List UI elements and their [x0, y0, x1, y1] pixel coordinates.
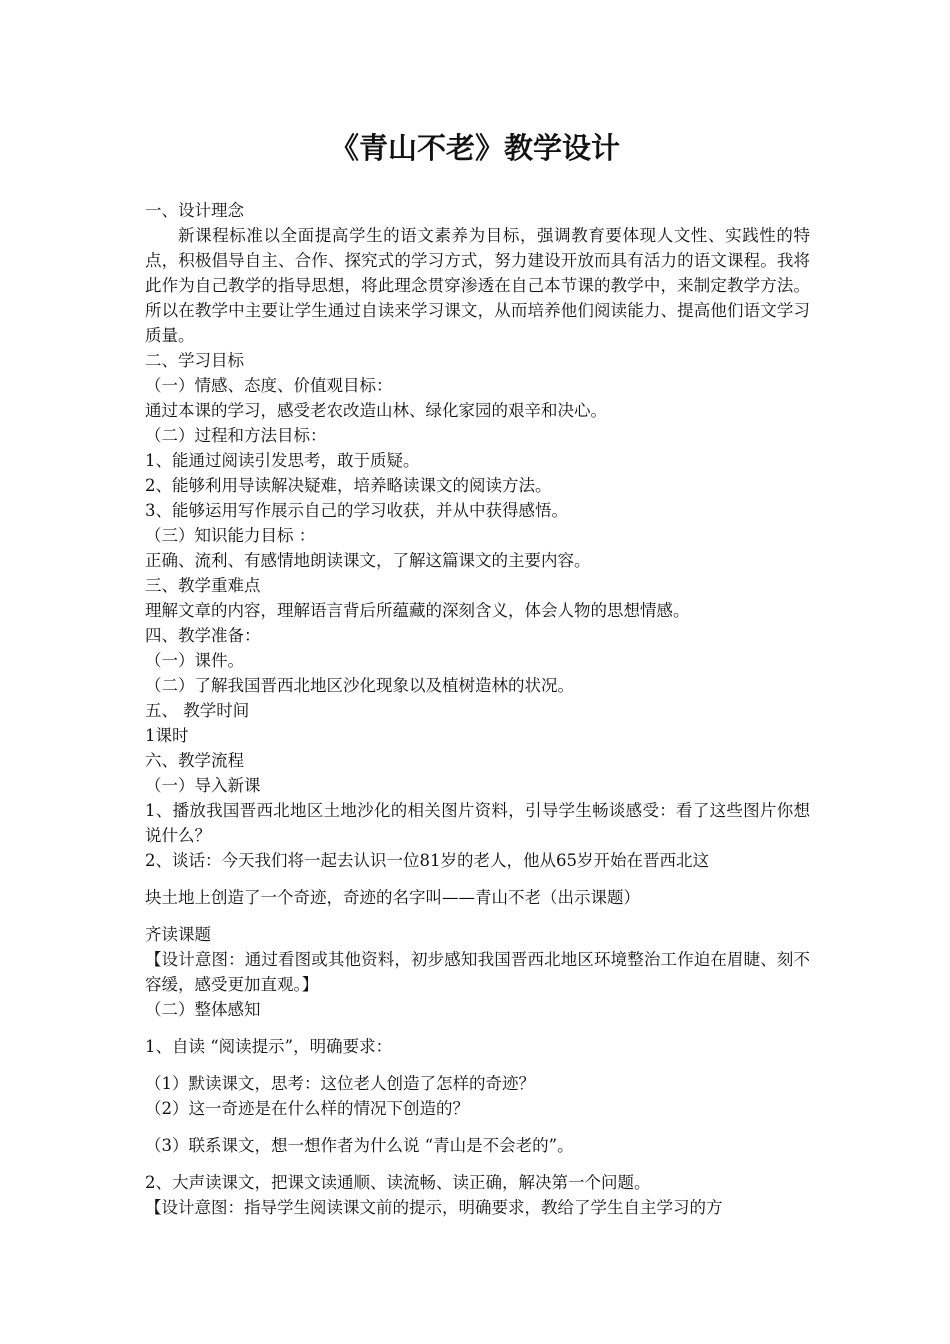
teaching-time-text: 1课时	[145, 726, 189, 745]
introduction-item: 2、谈话：今天我们将一起去认识一位81岁的老人，他从65岁开始在晋西北这	[145, 851, 709, 870]
section-heading-preparation: 四、教学准备：	[145, 626, 261, 645]
perception-item: 2、大声读课文，把课文读通顺、读流畅、读正确，解决第一个问题。	[145, 1173, 651, 1192]
section-heading-design-concept: 一、设计理念	[145, 201, 244, 220]
key-points-text: 理解文章的内容，理解语言背后所蕴藏的深刻含义，体会人物的思想情感。	[145, 601, 690, 620]
perception-question: （1）默读课文，思考：这位老人创造了怎样的奇迹？	[145, 1074, 535, 1093]
process-goal-item: 1、能通过阅读引发思考，敢于质疑。	[145, 451, 420, 470]
document-title: 《青山不老》教学设计	[329, 131, 620, 165]
subheading-overall-perception: （二）整体感知	[145, 1000, 261, 1019]
subheading-introduction: （一）导入新课	[145, 776, 261, 795]
section-heading-teaching-process: 六、教学流程	[145, 751, 244, 770]
perception-item: 1、自读 “阅读提示”，明确要求：	[145, 1037, 393, 1056]
design-intent-note: 【设计意图：通过看图或其他资料，初步感知我国晋西北地区环境整治工作迫在眉睫、刻不容缓，感受更加直观。】	[145, 950, 810, 994]
introduction-item-continued: 块土地上创造了一个奇迹，奇迹的名字叫——青山不老（出示课题）	[145, 888, 640, 907]
knowledge-goals-text: 正确、流利、有感情地朗读课文，了解这篇课文的主要内容。	[145, 551, 591, 570]
process-goal-item: 3、能够运用写作展示自己的学习收获，并从中获得感悟。	[145, 501, 568, 520]
subheading-emotion-goals: （一）情感、态度、价值观目标：	[145, 376, 393, 395]
preparation-item: （二）了解我国晋西北地区沙化现象以及植树造林的状况。	[145, 676, 574, 695]
introduction-item: 1、播放我国晋西北地区土地沙化的相关图片资料，引导学生畅谈感受：看了这些图片你想说什么？	[145, 801, 810, 845]
section-heading-teaching-time: 五、 教学时间	[145, 701, 250, 720]
perception-question: （3）联系课文，想一想作者为什么说 “青山是不会老的”。	[145, 1136, 574, 1155]
document-body	[145, 198, 810, 1220]
subheading-knowledge-goals: （三）知识能力目标 ：	[145, 526, 316, 545]
design-concept-paragraph: 新课程标准以全面提高学生的语文素养为目标，强调教育要体现人文性、实践性的特点，积极倡导自主、合作、探究式的学习方式，努力建设开放而具有活力的语文课程。我将此作为自己教学的指导思想，将此理念贯穿渗透在自己本节课的教学中，来制定教学方法。所以在教学中主要让学生通过自读来学习课文，从而培养他们阅读能力、提高他们语文学习质量。	[145, 226, 810, 345]
read-title-text: 齐读课题	[145, 925, 211, 944]
subheading-process-goals: （二）过程和方法目标：	[145, 426, 327, 445]
perception-question: （2）这一奇迹是在什么样的情况下创造的？	[145, 1099, 469, 1118]
preparation-item: （一）课件。	[145, 651, 244, 670]
section-heading-key-points: 三、教学重难点	[145, 576, 261, 595]
design-intent-note: 【设计意图：指导学生阅读课文前的提示，明确要求，教给了学生自主学习的方	[145, 1198, 723, 1217]
emotion-goals-text: 通过本课的学习，感受老农改造山林、绿化家园的艰辛和决心。	[145, 401, 607, 420]
process-goal-item: 2、能够利用导读解决疑难，培养略读课文的阅读方法。	[145, 476, 552, 495]
section-heading-learning-goals: 二、学习目标	[145, 351, 244, 370]
